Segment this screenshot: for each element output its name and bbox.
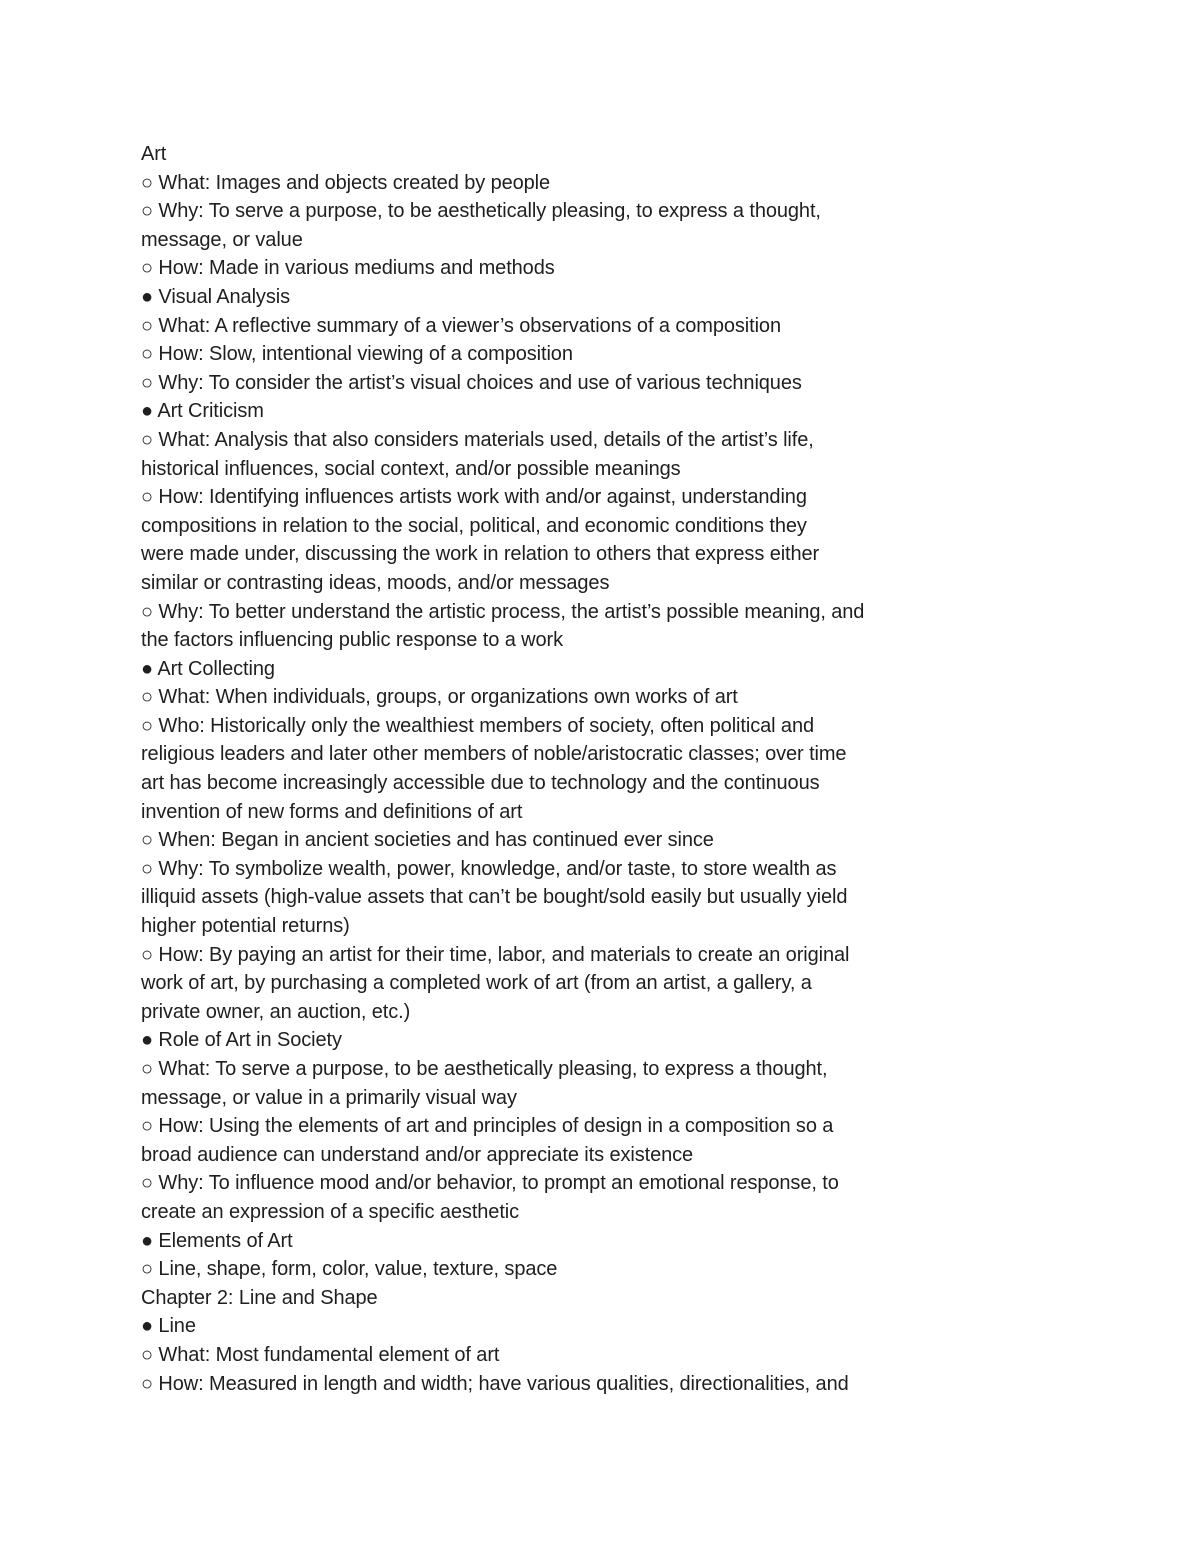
text-line: ○ When: Began in ancient societies and has continued ever since [141, 829, 714, 852]
bullet-heading-art-criticism: ● Art Criticism [141, 400, 264, 423]
text-line: ○ What: Images and objects created by people [141, 171, 551, 194]
text-line: the factors influencing public response to a work [141, 629, 564, 652]
text-line: ○ How: Slow, intentional viewing of a composition [141, 343, 573, 366]
text-line: religious leaders and later other members of noble/aristocratic classes; over time [141, 743, 847, 766]
text-line: private owner, an auction, etc.) [141, 1000, 411, 1023]
text-line: work of art, by purchasing a completed work of art (from an artist, a gallery, a [141, 972, 812, 995]
text-line: ○ How: Using the elements of art and principles of design in a composition so a [141, 1115, 834, 1138]
bullet-heading-line: ● Line [141, 1315, 196, 1338]
text-line: ○ Why: To consider the artist’s visual choices and use of various techniques [141, 371, 802, 394]
text-line: ○ How: Measured in length and width; have various qualities, directionalities, and [141, 1372, 849, 1395]
text-line: ○ What: Analysis that also considers materials used, details of the artist’s life, [141, 428, 814, 451]
text-line: higher potential returns) [141, 915, 350, 938]
text-line: ○ How: Identifying influences artists work with and/or against, understanding [141, 486, 807, 509]
heading-art: Art [141, 143, 167, 165]
text-line: invention of new forms and definitions of art [141, 800, 523, 823]
bullet-heading-art-collecting: ● Art Collecting [141, 657, 275, 680]
text-line: ○ Why: To serve a purpose, to be aesthetically pleasing, to express a thought, [141, 200, 821, 223]
text-line: message, or value [141, 228, 303, 251]
text-line: were made under, discussing the work in relation to others that express either [141, 543, 820, 566]
bullet-heading-visual-analysis: ● Visual Analysis [141, 285, 290, 308]
text-line: art has become increasingly accessible due to technology and the continuous [141, 772, 820, 795]
text-line: similar or contrasting ideas, moods, and/or messages [141, 571, 610, 594]
text-line: ○ What: When individuals, groups, or organizations own works of art [141, 686, 738, 709]
text-line: broad audience can understand and/or appreciate its existence [141, 1143, 694, 1166]
text-line: compositions in relation to the social, political, and economic conditions they [141, 514, 807, 537]
text-line: ○ Why: To influence mood and/or behavior, to prompt an emotional response, to [141, 1172, 839, 1195]
text-line: ○ What: To serve a purpose, to be aesthetically pleasing, to express a thought, [141, 1058, 828, 1080]
heading-chapter-2: Chapter 2: Line and Shape [141, 1286, 378, 1309]
text-line: ○ How: Made in various mediums and methods [141, 257, 555, 280]
text-line: ○ Why: To symbolize wealth, power, knowledge, and/or taste, to store wealth as [141, 857, 837, 880]
document-body [141, 140, 941, 1398]
bullet-heading-role-of-art: ● Role of Art in Society [141, 1029, 342, 1052]
text-line: message, or value in a primarily visual way [141, 1086, 517, 1109]
bullet-heading-elements-of-art: ● Elements of Art [141, 1229, 293, 1252]
text-line: ○ How: By paying an artist for their time, labor, and materials to create an original [141, 943, 850, 966]
text-line: ○ Who: Historically only the wealthiest members of society, often political and [141, 714, 814, 737]
text-line: ○ What: A reflective summary of a viewer’s observations of a composition [141, 314, 781, 337]
text-line: historical influences, social context, and/or possible meanings [141, 457, 681, 480]
text-line: ○ Why: To better understand the artistic process, the artist’s possible meaning, and [141, 600, 865, 623]
text-line: ○ What: Most fundamental element of art [141, 1343, 500, 1366]
text-line: create an expression of a specific aesthetic [141, 1200, 520, 1223]
text-line: ○ Line, shape, form, color, value, texture, space [141, 1258, 558, 1281]
text-line: illiquid assets (high-value assets that can’t be bought/sold easily but usually yield [141, 886, 848, 909]
